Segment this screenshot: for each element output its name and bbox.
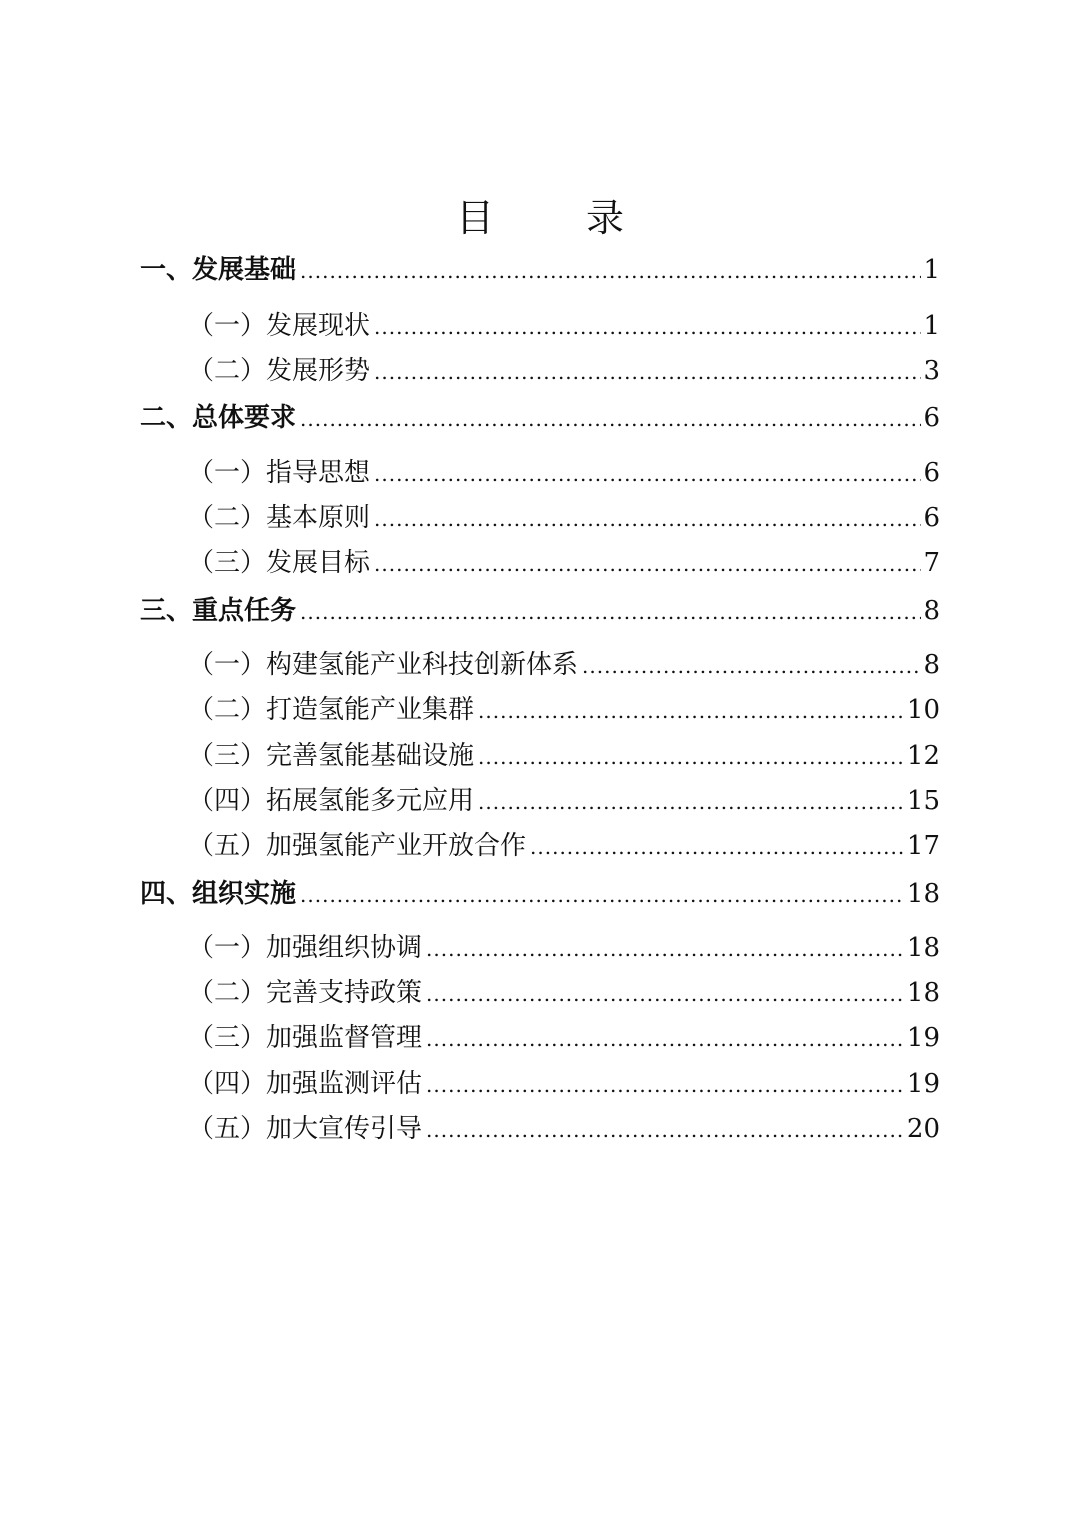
toc-item-label: （一）构建氢能产业科技创新体系 xyxy=(188,650,579,680)
toc-page-number: 6 xyxy=(923,458,940,488)
dot-leader xyxy=(300,592,921,632)
dot-leader xyxy=(426,1065,905,1105)
dot-leader xyxy=(300,875,905,915)
toc-page-number: 3 xyxy=(923,356,940,386)
toc-page-number: 8 xyxy=(923,650,940,680)
toc-item-label: （二）发展形势 xyxy=(188,356,371,386)
toc-item-4-5[interactable] xyxy=(188,1109,940,1149)
toc-section-label: 二、总体要求 xyxy=(140,403,297,433)
toc-section-label: 一、发展基础 xyxy=(140,255,297,285)
toc-section-label: 三、重点任务 xyxy=(140,596,297,626)
toc-item-label: （一）加强组织协调 xyxy=(188,933,423,963)
dot-leader xyxy=(300,399,921,439)
toc-section-2[interactable] xyxy=(140,398,940,438)
toc-page-number: 20 xyxy=(906,1114,940,1144)
dot-leader xyxy=(478,691,905,731)
toc-item-label: （五）加大宣传引导 xyxy=(188,1114,423,1144)
toc-section-label: 四、组织实施 xyxy=(140,879,297,909)
toc-section-4[interactable] xyxy=(140,874,940,914)
toc-item-3-5[interactable] xyxy=(188,826,940,866)
dot-leader xyxy=(374,544,921,584)
toc-item-label: （三）发展目标 xyxy=(188,548,371,578)
toc-section-1[interactable] xyxy=(140,250,940,290)
toc-item-label: （一）发展现状 xyxy=(188,311,371,341)
dot-leader xyxy=(426,1110,905,1150)
dot-leader xyxy=(374,499,921,539)
toc-item-3-3[interactable] xyxy=(188,736,940,776)
toc-item-2-3[interactable] xyxy=(188,543,940,583)
page-title: 目 录 xyxy=(455,196,665,240)
dot-leader xyxy=(426,1019,905,1059)
table-of-contents xyxy=(0,250,1080,1170)
toc-item-1-2[interactable] xyxy=(188,351,940,391)
toc-item-4-2[interactable] xyxy=(188,973,940,1013)
toc-item-4-4[interactable] xyxy=(188,1064,940,1104)
dot-leader xyxy=(374,454,921,494)
toc-page-number: 7 xyxy=(923,548,940,578)
toc-item-3-2[interactable] xyxy=(188,690,940,730)
toc-page-number: 1 xyxy=(923,255,940,285)
toc-item-3-4[interactable] xyxy=(188,781,940,821)
toc-item-label: （四）拓展氢能多元应用 xyxy=(188,786,475,816)
toc-item-label: （二）打造氢能产业集群 xyxy=(188,695,475,725)
toc-item-1-1[interactable] xyxy=(188,306,940,346)
toc-page-number: 12 xyxy=(906,741,940,771)
toc-item-2-1[interactable] xyxy=(188,453,940,493)
toc-page-number: 18 xyxy=(906,978,940,1008)
toc-section-3[interactable] xyxy=(140,591,940,631)
toc-item-label: （二）基本原则 xyxy=(188,503,371,533)
dot-leader xyxy=(530,827,905,867)
toc-page-number: 19 xyxy=(906,1023,940,1053)
dot-leader xyxy=(478,737,905,777)
dot-leader xyxy=(426,974,905,1014)
dot-leader xyxy=(300,251,921,291)
toc-page-number: 17 xyxy=(906,831,940,861)
toc-page-number: 19 xyxy=(906,1069,940,1099)
toc-item-label: （三）加强监督管理 xyxy=(188,1023,423,1053)
toc-item-2-2[interactable] xyxy=(188,498,940,538)
toc-page-number: 18 xyxy=(906,933,940,963)
toc-item-label: （二）完善支持政策 xyxy=(188,978,423,1008)
dot-leader xyxy=(426,929,905,969)
dot-leader xyxy=(582,646,921,686)
dot-leader xyxy=(478,782,905,822)
toc-page-number: 1 xyxy=(923,311,940,341)
toc-item-3-1[interactable] xyxy=(188,645,940,685)
dot-leader xyxy=(374,307,921,347)
toc-item-label: （五）加强氢能产业开放合作 xyxy=(188,831,527,861)
toc-item-label: （四）加强监测评估 xyxy=(188,1069,423,1099)
dot-leader xyxy=(374,352,921,392)
toc-page-number: 10 xyxy=(906,695,940,725)
toc-page-number: 6 xyxy=(923,403,940,433)
toc-page-number: 6 xyxy=(923,503,940,533)
toc-item-4-1[interactable] xyxy=(188,928,940,968)
toc-page-number: 15 xyxy=(906,786,940,816)
toc-item-label: （一）指导思想 xyxy=(188,458,371,488)
toc-item-label: （三）完善氢能基础设施 xyxy=(188,741,475,771)
toc-item-4-3[interactable] xyxy=(188,1018,940,1058)
toc-page-number: 18 xyxy=(906,879,940,909)
toc-page-number: 8 xyxy=(923,596,940,626)
